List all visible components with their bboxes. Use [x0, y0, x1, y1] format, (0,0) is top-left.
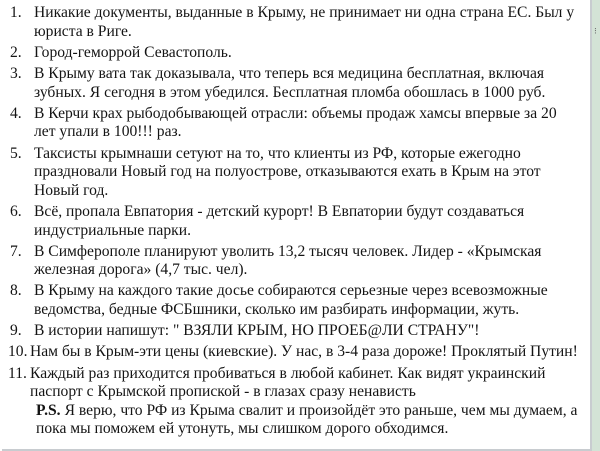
numbered-list [8, 4, 582, 442]
list-item-text: В истории напишут: " ВЗЯЛИ КРЫМ, НО ПРОЕБ@ЛИ СТРАНУ"! [34, 322, 480, 340]
list-number: 8. [10, 282, 22, 300]
list-number: 11. [8, 364, 27, 382]
document-frame [2, 0, 592, 451]
list-item-5 [8, 145, 582, 201]
strip-mark: ⁝ [594, 27, 597, 37]
list-item-text: Нам бы в Крым-эти цены (киевские). У нас, в 3-4 раза дороже! Проклятый Путин! [30, 343, 578, 361]
list-item-8 [8, 282, 582, 319]
list-item-7 [8, 243, 582, 280]
list-number: 10. [8, 343, 28, 361]
list-item-text: Всё, пропала Евпатория - детский курорт! В Евпатории будут создаваться индустриальные парки. [34, 202, 525, 239]
list-item-text: В Симферополе планируют уволить 13,2 тысяч человек. Лидер - «Крымская железная дорога» (4,7 тыс. чел). [34, 242, 542, 279]
list-item-1 [8, 4, 582, 41]
postscript-text: Я верю, что РФ из Крыма свалит и произойдёт это раньше, чем мы думаем, а пока мы поможем ей утонуть, мы слишком дорого обходимся. [36, 401, 578, 438]
postscript [30, 402, 582, 439]
list-number: 6. [10, 202, 22, 220]
list-item-text: В Керчи крах рыбодобывающей отрасли: объемы продаж хамсы впервые за 20 лет упали в 100!!! раз. [34, 104, 557, 141]
list-item-text: Никакие документы, выданные в Крыму, не принимает ни одна страна ЕС. Был у юриста в Риге. [34, 4, 575, 40]
list-number: 4. [10, 104, 22, 122]
list-number: 1. [10, 4, 22, 21]
list-item-text: В Крыму вата так доказывала, что теперь вся медицина бесплатная, включая зубных. Я сегодня в этом убедился. Бесплатная пломба обошлась в 1000 руб. [34, 64, 546, 101]
list-number: 2. [10, 43, 22, 61]
list-item-6 [8, 203, 582, 240]
list-item-10 [8, 343, 582, 362]
list-number: 7. [10, 242, 22, 260]
list-item-2 [8, 44, 582, 63]
list-item-text: Каждый раз приходится пробиваться в любой кабинет. Как видят украинский паспорт с Крымской пропиской - в глазах сразу ненависть [30, 364, 546, 401]
list-item-3 [8, 65, 582, 102]
list-item-9 [8, 322, 582, 341]
list-item-text: Город-геморрой Севастополь. [34, 43, 232, 61]
list-number: 5. [10, 144, 22, 162]
list-item-11 [8, 365, 582, 439]
side-strip [592, 0, 600, 451]
list-item-text: В Крыму на каждого такие досье собираются серьезные через всевозможные ведомства, бедные ФСБшники, сколько им разбирать информации, жуть. [34, 282, 548, 319]
postscript-label: P.S. [36, 401, 61, 419]
list-item-text: Таксисты крымнаши сетуют на то, что клиенты из РФ, которые ежегодно праздновали Новый год на полуострове, отказываются ехать в Крым на этот Новый год. [34, 144, 541, 199]
list-number: 9. [10, 322, 22, 340]
list-item-4 [8, 105, 582, 142]
list-number: 3. [10, 64, 22, 82]
